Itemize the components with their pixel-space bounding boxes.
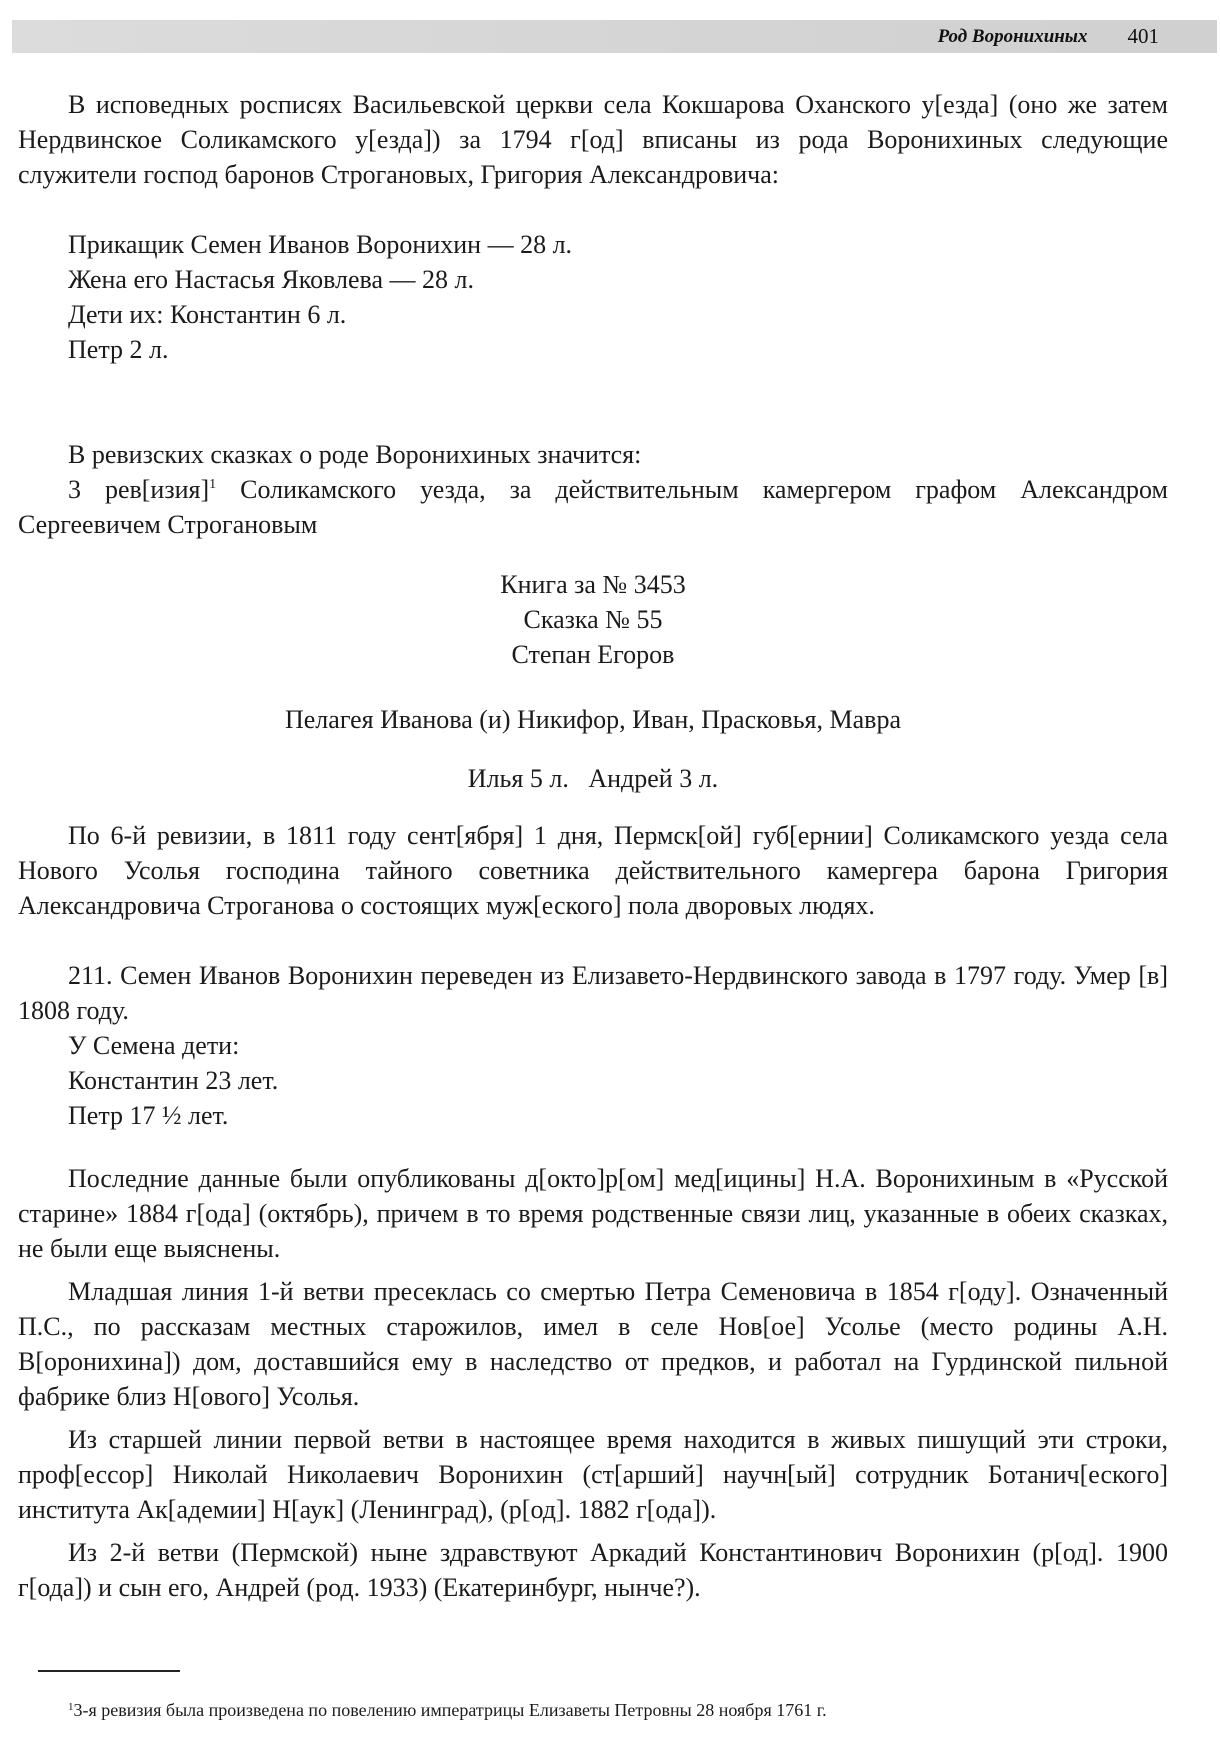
list-item: Константин 23 лет.	[68, 1066, 279, 1095]
tale-name: Степан Егоров	[511, 640, 675, 669]
sixth-revision-paragraph: По 6-й ревизии, в 1811 году сент[ября] 1 дня, Пермск[ой] губ[ернии] Соликамского уезда села Нового Усолья господина тайного советника действительного камергера барона Григория Александровича Строганова о состоящих муж[еского] пола дворовых людях.	[18, 821, 1168, 920]
footnote-ref[interactable]: 1	[209, 477, 217, 492]
running-title: Род Воронихиных	[937, 25, 1088, 47]
book-block	[18, 567, 1168, 672]
list-item: У Семена дети:	[68, 1031, 240, 1060]
intro-paragraph: В исповедных росписях Васильевской церкви села Кокшарова Оханского у[езда] (оно же затем Нердвинское Соликамского у[езда]) за 1794 г[од] вписаны из рода Воронихиных следующие служители господ баронов Строгановых, Григория Александровича:	[18, 90, 1168, 189]
revision-line	[18, 472, 1168, 542]
entry-211: 211. Семен Иванов Воронихин переведен из Елизавето-Нердвинского завода в 1797 году. Умер [в] 1808 году.	[18, 961, 1168, 1025]
children-list	[18, 1028, 1168, 1133]
page-number: 401	[1127, 24, 1159, 48]
list-item: Петр 17 ½ лет.	[68, 1101, 229, 1130]
family-line: Пелагея Иванова (и) Никифор, Иван, Прасковья, Мавра	[284, 705, 901, 734]
sons-line: Илья 5 л. Андрей 3 л.	[467, 764, 719, 793]
revision-intro: В ревизских сказках о роде Воронихиных значится:	[68, 440, 642, 469]
paragraph: Из старшей линии первой ветви в настоящее время находится в живых пишущий эти строки, проф[ессор] Николай Николаевич Воронихин (ст[арший] научн[ый] сотрудник Ботанич[еского] института Ак[адемии] Н[аук] (Ленинград), (р[од]. 1882 г[ода]).	[18, 1425, 1168, 1524]
footnote-mark: 1	[68, 1701, 74, 1713]
footnote	[68, 1700, 827, 1721]
confession-list	[18, 227, 1168, 367]
footnote-divider	[38, 1670, 180, 1672]
page-body	[18, 82, 1168, 1605]
revision-line-start: 3 рев[изия]	[68, 475, 210, 504]
tale-number: Сказка № 55	[523, 605, 663, 634]
paragraph: Из 2-й ветви (Пермской) ныне здравствуют Аркадий Константинович Воронихин (р[од]. 1900 г[ода]) и сын его, Андрей (род. 1933) (Екатеринбург, нынче?).	[18, 1538, 1168, 1602]
paragraph: Младшая линия 1-й ветви пресеклась со смертью Петра Семеновича в 1854 г[оду]. Означенный П.С., по рассказам местных старожилов, имел в селе Нов[ое] Усолье (место родины А.Н. В[оронихина]) дом, доставшийся ему в наследство от предков, и работал на Гурдинской пильной фабрике близ Н[ового] Усолья.	[18, 1277, 1168, 1411]
list-item: Петр 2 л.	[68, 335, 169, 364]
list-item: Дети их: Константин 6 л.	[68, 300, 347, 329]
running-header	[12, 20, 1217, 53]
book-number: Книга за № 3453	[500, 570, 686, 599]
revision-line-end: Соликамского уезда, за действительным камергером графом Александром Сергеевичем Строгановым	[18, 475, 1168, 539]
paragraph: Последние данные были опубликованы д[окто]р[ом] мед[ицины] Н.А. Воронихиным в «Русской старине» 1884 г[ода] (октябрь), причем в то время родственные связи лиц, указанные в обеих сказках, не были еще выяснены.	[18, 1164, 1168, 1263]
footnote-text: 3-я ревизия была произведена по повелению императрицы Елизаветы Петровны 28 ноября 1761 г.	[73, 1700, 827, 1720]
list-item: Жена его Настасья Яковлева — 28 л.	[68, 265, 475, 294]
list-item: Прикащик Семен Иванов Воронихин — 28 л.	[68, 230, 573, 259]
